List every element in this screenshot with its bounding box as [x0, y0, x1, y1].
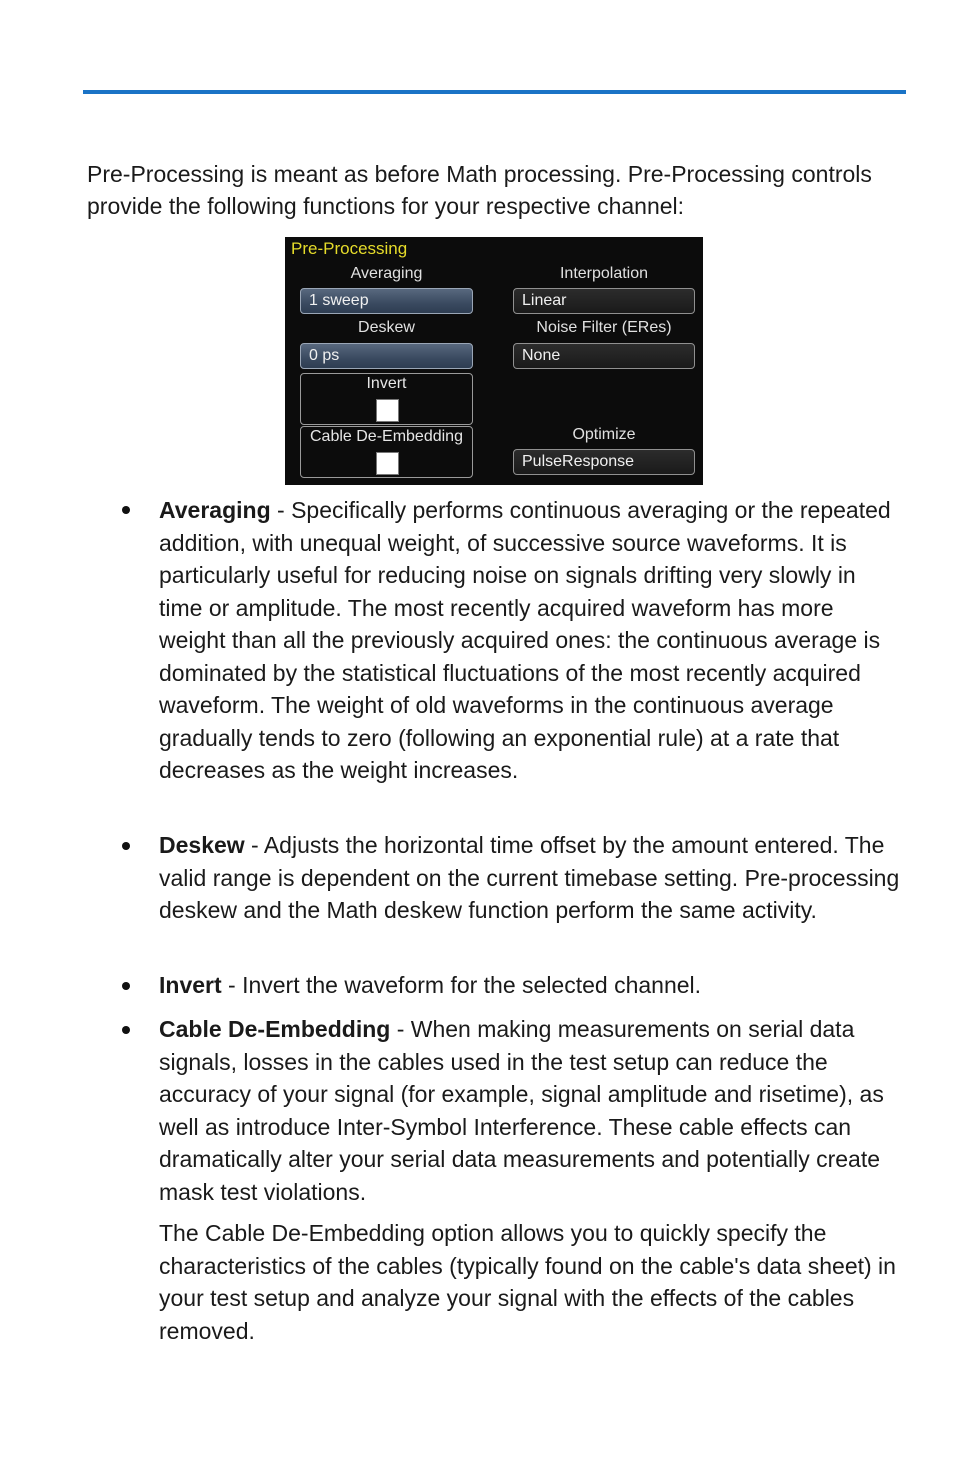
bullet-dot [122, 1026, 130, 1034]
term-deskew: Deskew [159, 832, 245, 858]
noise-filter-label: Noise Filter (ERes) [536, 319, 672, 336]
cable-de-embedding-checkbox[interactable] [376, 452, 399, 475]
list-item-deskew [159, 829, 905, 927]
invert-group [300, 373, 473, 425]
bullet-dot [122, 842, 130, 850]
optimize-field[interactable]: PulseResponse [513, 449, 695, 475]
deskew-label: Deskew [358, 319, 415, 336]
desc-deskew: - Adjusts the horizontal time offset by the amount entered. The valid range is dependent on the current timebase setting. Pre-processing deskew and the Math deskew function perform the same activity. [159, 832, 900, 923]
list-item-invert [159, 969, 905, 1002]
invert-checkbox[interactable] [376, 399, 399, 422]
invert-label: Invert [366, 375, 407, 392]
bullet-dot [122, 506, 130, 514]
averaging-field[interactable]: 1 sweep [300, 288, 473, 314]
interpolation-field[interactable]: Linear [513, 288, 695, 314]
desc-invert: - Invert the waveform for the selected channel. [221, 972, 702, 998]
list-item-cable-de-embedding [159, 1013, 905, 1208]
averaging-label: Averaging [350, 265, 423, 282]
bullet-dot [122, 982, 130, 990]
interpolation-label: Interpolation [559, 265, 649, 282]
term-averaging: Averaging [159, 497, 271, 523]
cable-note-paragraph: The Cable De-Embedding option allows you to quickly specify the characteristics of the cables (typically found on the cable's data sheet) in your test setup and analyze your signal with the effects of the cables removed. [159, 1220, 896, 1344]
cable-de-embedding-group [300, 426, 473, 478]
list-item-averaging [159, 494, 905, 787]
header-rule [83, 90, 906, 94]
panel-title: Pre-Processing [291, 239, 408, 258]
optimize-label: Optimize [572, 426, 636, 443]
cable-de-embedding-label: Cable De-Embedding [310, 428, 463, 445]
noise-filter-field[interactable]: None [513, 343, 695, 369]
deskew-field[interactable]: 0 ps [300, 343, 473, 369]
term-invert: Invert [159, 972, 222, 998]
desc-cable-de-embedding: - When making measurements on serial data signals, losses in the cables used in the test setup can reduce the accuracy of your signal (for example, signal amplitude and risetime), as well as introduce Inter-Symbol Interference. These cable effects can dramatically alter your serial data measurements and potentially create mask test violations. [159, 1016, 884, 1205]
intro-paragraph: Pre-Processing is meant as before Math processing. Pre-Processing controls provide the following functions for your respective channel: [87, 161, 872, 219]
term-cable-de-embedding: Cable De-Embedding [159, 1016, 391, 1042]
desc-averaging: - Specifically performs continuous averaging or the repeated addition, with unequal weight, of successive source waveforms. It is particularly useful for reducing noise on signals drifting very slowly in time or amplitude. The most recently acquired waveform has more weight than all the previously acquired ones: the continuous average is dominated by the statistical fluctuations of the most recently acquired waveform. The weight of old waveforms in the continuous average gradually tends to zero (following an exponential rule) at a rate that decreases as the weight increases. [159, 497, 891, 783]
pre-processing-panel [285, 237, 703, 485]
